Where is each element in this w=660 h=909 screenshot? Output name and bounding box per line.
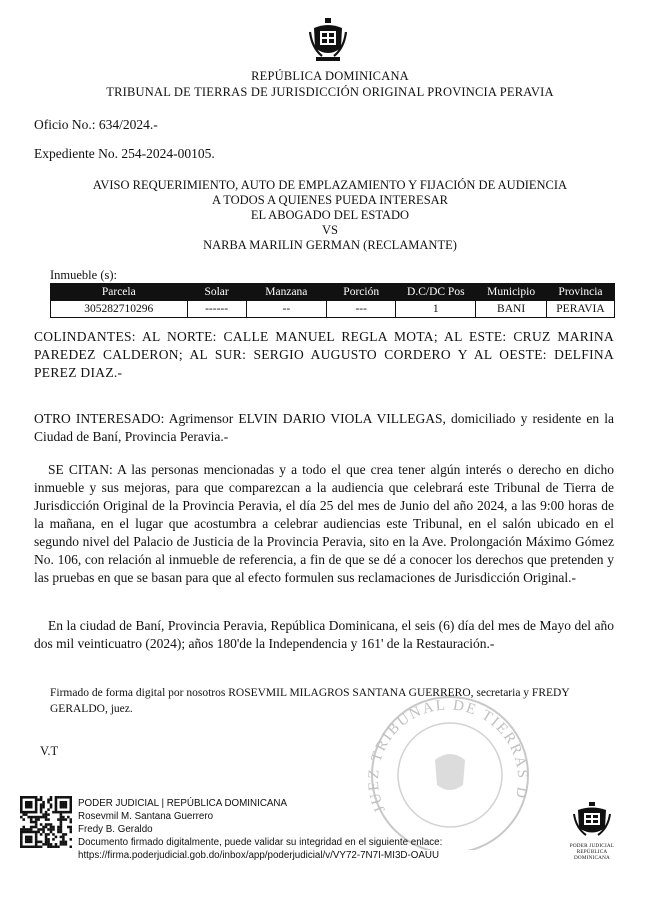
aviso-title: AVISO REQUERIMIENTO, AUTO DE EMPLAZAMIENTO Y FIJACIÓN DE AUDIENCIA [92,178,568,192]
col-porcion: Porción [327,284,396,301]
aviso-subtitle: A TODOS A QUIENES PUEDA INTERESAR [211,193,449,207]
footer-institution: PODER JUDICIAL | REPÚBLICA DOMINICANA [78,798,288,809]
cell-dc-pos: 1 [396,301,476,318]
table-header-row [51,284,615,301]
firmado-digital-text: Firmado de forma digital por nosotros ROSEVMIL MILAGROS SANTANA GUERRERO, secretaria y FREDY GERALDO, juez. [50,687,570,715]
otro-interesado-paragraph: OTRO INTERESADO: Agrimensor ELVIN DARIO VIOLA VILLEGAS, domiciliado y residente en la Ciudad de Baní, Provincia Peravia.- [34,411,614,444]
poder-judicial-logo-text: PODER JUDICIAL REPÚBLICA DOMINICANA [569,843,615,861]
expediente-number: Expediente No. 254-2024-00105. [34,146,215,161]
seal-text: JUEZ TRIBUNAL DE TIERRAS D [365,697,531,815]
col-dc-pos: D.C/DC Pos [396,284,476,301]
col-parcela: Parcela [51,284,188,301]
oficio-number: Oficio No.: 634/2024.- [34,117,158,132]
coat-of-arms-icon [308,18,348,64]
cell-provincia: PERAVIA [546,301,614,318]
cell-municipio: BANI [476,301,547,318]
digital-signature-footer [78,797,442,862]
aviso-party-1: EL ABOGADO DEL ESTADO [250,208,410,222]
col-manzana: Manzana [246,284,327,301]
header-country: REPÚBLICA DOMINICANA [251,69,409,83]
colindantes-paragraph: COLINDANTES: AL NORTE: CALLE MANUEL REGLA MOTA; AL ESTE: CRUZ MARINA PAREDEZ CALDERON; AL SUR: SERGIO AUGUSTO CORDERO Y AL OESTE: DELFINA PEREZ DIAZ.- [34,329,614,380]
cell-parcela: 305282710296 [51,301,188,318]
cell-porcion: --- [327,301,396,318]
poder-judicial-logo-icon [572,802,612,842]
table-row [51,301,615,318]
col-provincia: Provincia [546,284,614,301]
vt-initials: V.T [40,744,59,758]
col-solar: Solar [187,284,246,301]
footer-signer-1: Rosevmil M. Santana Guerrero [78,811,214,822]
inmueble-table [50,283,615,318]
aviso-party-2: NARBA MARILIN GERMAN (RECLAMANTE) [203,238,457,252]
aviso-vs: VS [322,223,338,237]
header-tribunal: TRIBUNAL DE TIERRAS DE JURISDICCIÓN ORIGINAL PROVINCIA PERAVIA [106,85,554,99]
validation-link[interactable]: https://firma.poderjudicial.gob.do/inbox/app/poderjudicial/v/VY72-7N7I-MI3D-OAUU [78,850,440,861]
cell-solar: ------ [187,301,246,318]
se-citan-paragraph: SE CITAN: A las personas mencionadas y a todo el que crea tener algún interés o derecho en dicho inmueble y sus mejoras, para que comparezcan a la audiencia que celebrará este Tribunal de Tierra de Jurisdicción Original de la Provincia Peravia, el día 25 del mes de Junio del año 2024, a las 9:00 horas de la mañana, en el lugar que acostumbra a celebrar audiencias este Tribunal, en el salón ubicado en el segundo nivel del Palacio de Justicia de la Provincia Peravia, sito en la Ave. Prolongación Máximo Gómez No. 106, con relación al inmueble de referencia, a fin de que se dé a conocer los derechos que pretenden y las pruebas en que se basan para que al efecto formulen sus reclamaciones de Jurisdicción Original.- [34,462,614,585]
qr-code-icon[interactable] [20,796,72,848]
footer-validation-note: Documento firmado digitalmente, puede validar su integridad en el siguiente enlace: [78,837,443,848]
footer-signer-2: Fredy B. Geraldo [78,824,153,835]
cell-manzana: -- [246,301,327,318]
inmueble-label: Inmueble (s): [50,268,117,282]
col-municipio: Municipio [476,284,547,301]
ciudad-fecha-paragraph: En la ciudad de Baní, Provincia Peravia, República Dominicana, el seis (6) día del mes de Mayo del año dos mil veinticuatro (2024); años 180'de la Independencia y 161' de la Restauración.- [34,618,614,651]
